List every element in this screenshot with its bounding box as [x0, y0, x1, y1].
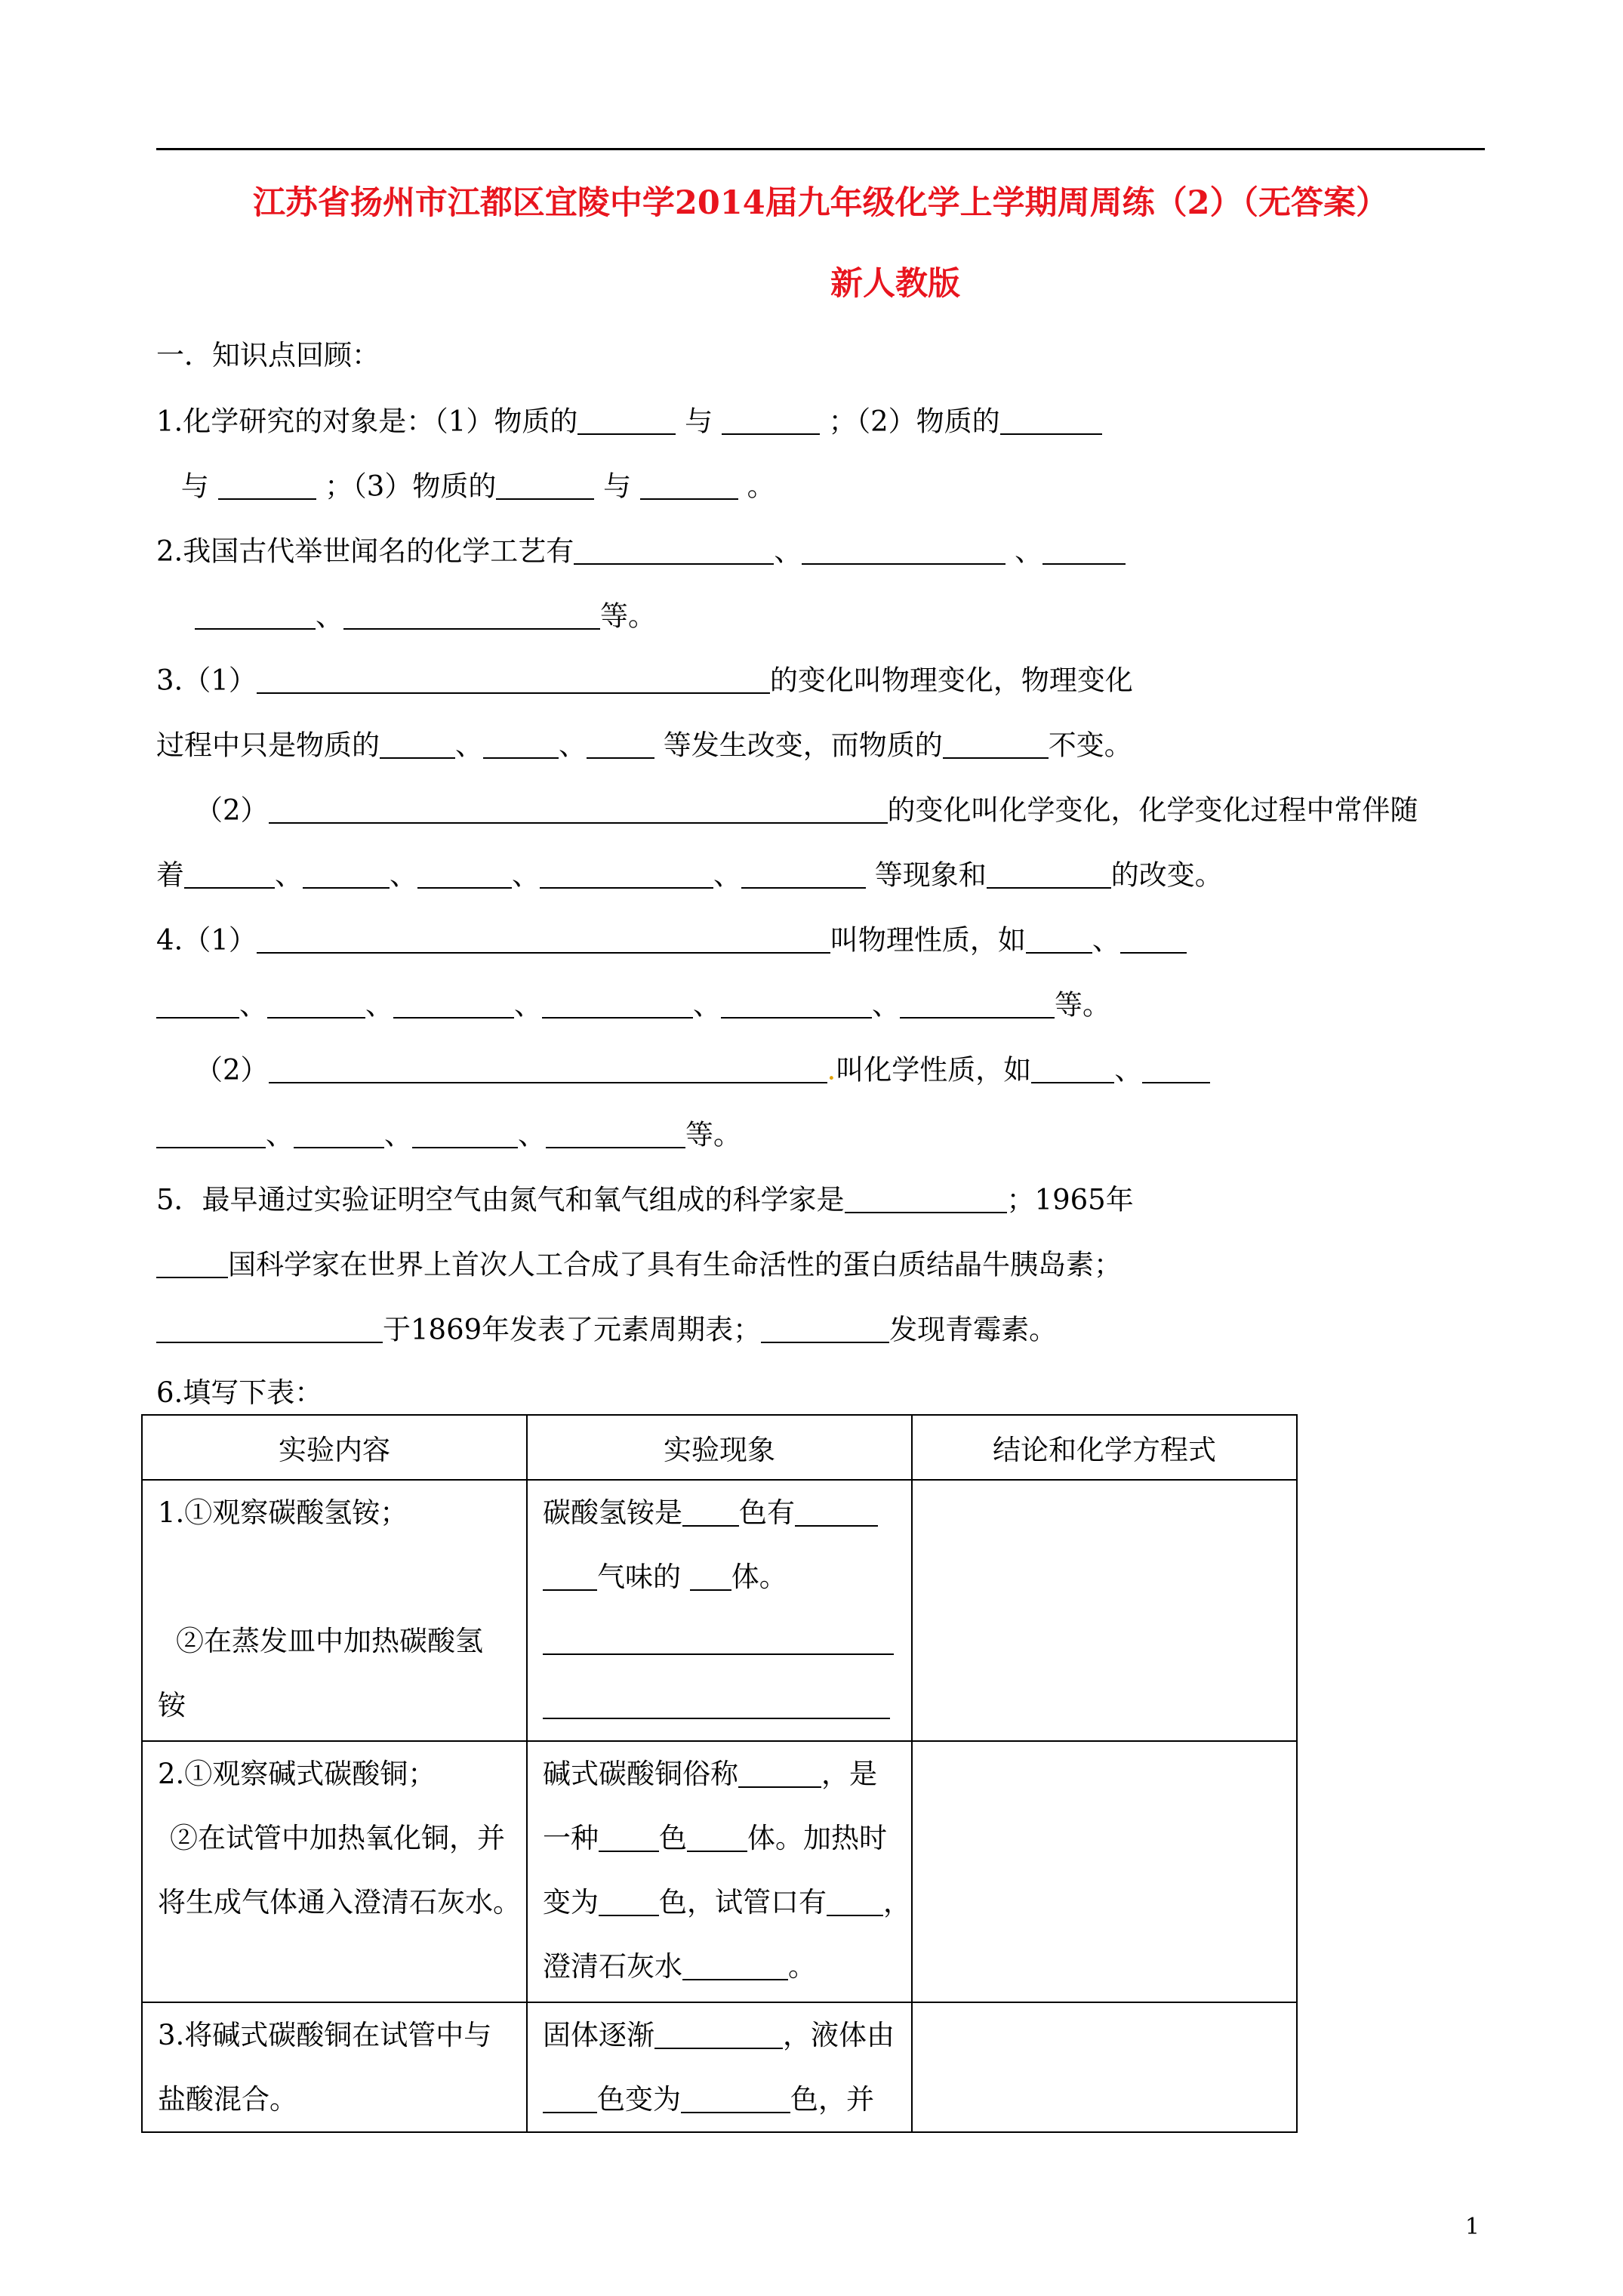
row1-conclusion [912, 1480, 1297, 1741]
question-4-line-3: （2） .叫化学性质，如 、 [195, 1054, 1210, 1083]
row2-phenomenon: 碱式碳酸铜俗称 ，是 一种 色 体。加热时 变为 色，试管口有 ， 澄清石灰水 。 [527, 1741, 912, 2002]
row1-content: 1.①观察碳酸氢铵； ②在蒸发皿中加热碳酸氢 铵 [142, 1480, 527, 1741]
table-header-content: 实验内容 [142, 1415, 527, 1480]
question-3-line-2: 过程中只是物质的 、 、 等发生改变，而物质的 不变。 [156, 729, 1132, 762]
question-2-line-2: 、 等。 [195, 600, 656, 630]
table-row [142, 1480, 1297, 1741]
table-row [142, 2002, 1297, 2132]
row3-content: 3.将碱式碳酸铜在试管中与 盐酸混合。 [142, 2002, 527, 2132]
question-6-label: 6.填写下表： [156, 1376, 323, 1409]
header-rule [156, 148, 1485, 150]
table-row [142, 1741, 1297, 2002]
question-4-line-1: 4.（1） 叫物理性质，如 、 [156, 924, 1187, 954]
page-subtitle: 新人教版 [830, 265, 960, 303]
table-header-conclusion: 结论和化学方程式 [912, 1415, 1297, 1480]
experiment-table [141, 1414, 1298, 2133]
question-1-line-1: 1.化学研究的对象是：（1）物质的 与 ；（2）物质的 [156, 405, 1102, 435]
section-heading: 一．知识点回顾： [156, 339, 380, 371]
question-2-line-1: 2.我国古代举世闻名的化学工艺有 、 、 [156, 535, 1126, 565]
question-5-line-3: 于1869年发表了元素周期表； 发现青霉素。 [156, 1314, 1057, 1343]
question-3-line-3: （2） 的变化叫化学变化，化学变化过程中常伴随 [195, 794, 1418, 827]
question-3-line-1: 3.（1） 的变化叫物理变化，物理变化 [156, 664, 1133, 697]
page-title: 江苏省扬州市江都区宜陵中学2014届九年级化学上学期周周练（2）（无答案） [252, 184, 1389, 222]
question-5-line-2: 国科学家在世界上首次人工合成了具有生命活性的蛋白质结晶牛胰岛素； [156, 1249, 1122, 1278]
question-3-line-4: 着 、 、 、 、 等现象和 的改变。 [156, 858, 1223, 892]
question-1-line-2: 与 ；（3）物质的 与 。 [172, 470, 775, 503]
row2-content: 2.①观察碱式碳酸铜； ②在试管中加热氧化铜，并 将生成气体通入澄清石灰水。 [142, 1741, 527, 2002]
question-4-line-4: 、 、 、 等。 [156, 1119, 741, 1148]
table-header-phenomenon: 实验现象 [527, 1415, 912, 1480]
table-header-row [142, 1415, 1297, 1480]
question-4-line-2: 、 、 、 、 、 等。 [156, 989, 1110, 1019]
question-5-line-1: 5．最早通过实验证明空气由氮气和氧气组成的科学家是 ；1965年 [156, 1183, 1134, 1216]
page-number: 1 [1464, 2214, 1480, 2240]
row3-conclusion [912, 2002, 1297, 2132]
row3-phenomenon: 固体逐渐 ，液体由 色变为 色，并 [527, 2002, 912, 2132]
row2-conclusion [912, 1741, 1297, 2002]
row1-phenomenon: 碳酸氢铵是 色有 气味的 体。 [527, 1480, 912, 1741]
